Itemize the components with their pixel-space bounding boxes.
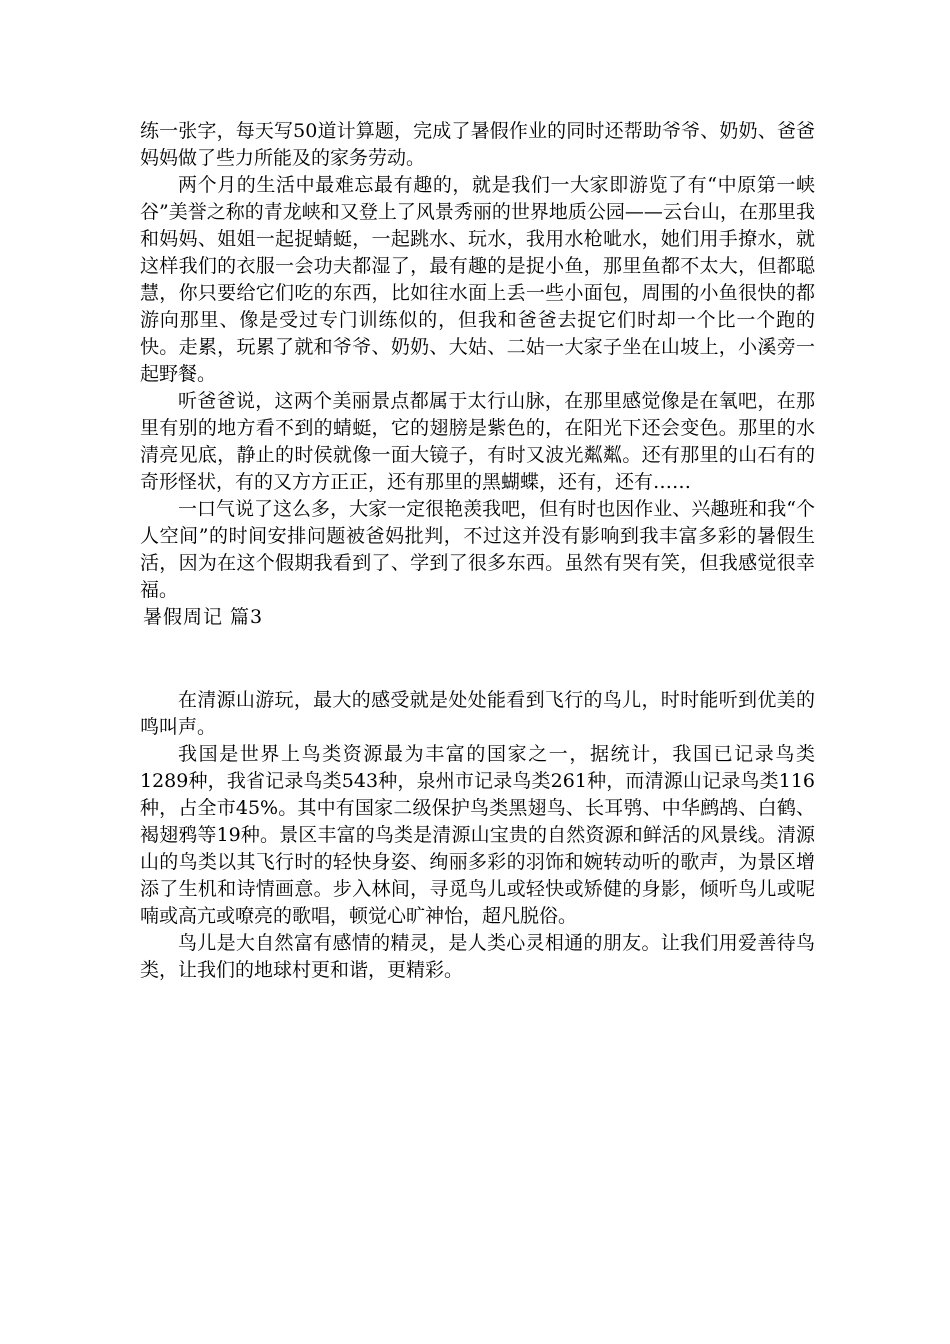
paragraph-valley-trip: 两个月的生活中最难忘最有趣的，就是我们一大家即游览了有“中原第一峡谷”美誉之称的青龙峡和又登上了风景秀丽的世界地质公园——云台山，在那里我和妈妈、姐姐一起捉蜻蜓，一起跳水、玩水，我用水枪呲水，她们用手撩水，就这样我们的衣服一会功夫都湿了，最有趣的是捉小鱼，那里鱼都不太大，但都聪慧，你只要给它们吃的东西，比如往水面上丢一些小面包，周围的小鱼很快的都游向那里、像是受过专门训练似的，但我和爸爸去捉它们时却一个比一个跑的快。走累，玩累了就和爷爷、奶奶、大姑、二姑一大家子坐在山坡上，小溪旁一起野餐。: [140, 174, 815, 385]
paragraph-qingyuan-birds-intro: 在清源山游玩，最大的感受就是处处能看到飞行的鸟儿，时时能听到优美的鸣叫声。: [140, 689, 815, 738]
paragraph-continuation: 练一张字，每天写50道计算题，完成了暑假作业的同时还帮助爷爷、奶奶、爸爸妈妈做了些力所能及的家务劳动。: [140, 120, 815, 169]
document-page: [140, 118, 815, 984]
paragraph-summary: 一口气说了这么多，大家一定很艳羡我吧，但有时也因作业、兴趣班和我“个人空间”的时间安排问题被爸妈批判，不过这并没有影响到我丰富多彩的暑假生活，因为在这个假期我看到了、学到了很多东西。虽然有哭有笑，但我感觉很幸福。: [140, 498, 815, 601]
paragraph-bird-statistics: 我国是世界上鸟类资源最为丰富的国家之一，据统计，我国已记录鸟类1289种，我省记录鸟类543种，泉州市记录鸟类261种，而清源山记录鸟类116种，占全市45%。其中有国家二级保护鸟类黑翅鸟、长耳鸮、中华鹧鸪、白鹤、褐翅鸦等19种。景区丰富的鸟类是清源山宝贵的自然资源和鲜活的风景线。清源山的鸟类以其飞行时的轻快身姿、绚丽多彩的羽饰和婉转动听的歌声，为景区增添了生机和诗情画意。步入林间，寻觅鸟儿或轻快或矫健的身影，倾听鸟儿或呢喃或高亢或嘹亮的歌唱，顿觉心旷神怡，超凡脱俗。: [140, 743, 815, 927]
paragraph-taihang-mountains: 听爸爸说，这两个美丽景点都属于太行山脉，在那里感觉像是在氧吧，在那里有别的地方看不到的蜻蜓，它的翅膀是紫色的，在阳光下还会变色。那里的水清亮见底，静止的时侯就像一面大镜子，有时又波光粼粼。还有那里的山石有的奇形怪状，有的又方方正正，还有那里的黑蝴蝶，还有，还有……: [140, 390, 815, 493]
paragraph-conclusion: 鸟儿是大自然富有感情的精灵，是人类心灵相通的朋友。让我们用爱善待鸟类，让我们的地球村更和谐，更精彩。: [140, 932, 815, 981]
section-spacer: [140, 631, 815, 687]
section-heading: 暑假周记 篇3: [143, 606, 264, 628]
